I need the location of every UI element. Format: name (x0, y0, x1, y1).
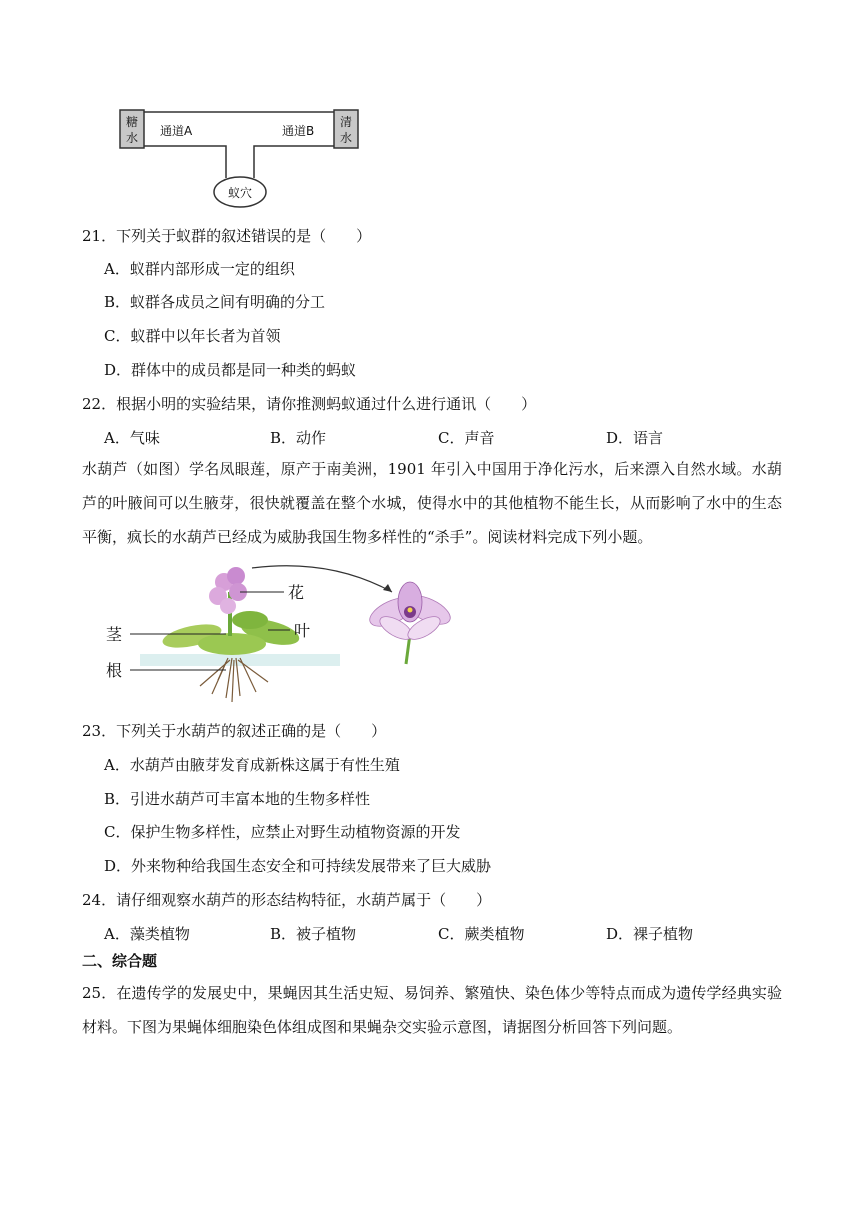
clear-water-label-1: 清 (339, 115, 353, 129)
question-24-option-c: C．蕨类植物 (438, 925, 525, 943)
question-24-option-d: D．裸子植物 (606, 925, 694, 943)
question-22-option-d: D．语言 (606, 429, 664, 447)
clear-water-label-2: 水 (339, 131, 353, 145)
question-23-option-a: A．水葫芦由腋芽发育成新株这属于有性生殖 (104, 756, 400, 774)
section-2-title: 二、综合题 (82, 952, 158, 970)
water-hyacinth-passage: 水葫芦（如图）学名凤眼莲，原产于南美洲，1901 年引入中国用于净化污水，后来漂入自然水域。水葫芦的叶腋间可以生腋芽，很快就覆盖在整个水城，使得水中的其他植物不能生长，从而影响了水中的生态平衡，疯长的水葫芦已经成为威胁我国生物多样性的“杀手”。阅读材料完成下列小题。 (82, 460, 782, 546)
question-21-option-d: D．群体中的成员都是同一种类的蚂蚁 (104, 361, 357, 379)
ant-experiment-diagram (110, 100, 370, 212)
sugar-water-label-1: 糖 (125, 115, 139, 129)
question-23-stem: 23．下列关于水葫芦的叙述正确的是（ ） (82, 722, 387, 740)
question-24-options (104, 924, 744, 944)
label-leaf: 叶 (294, 621, 311, 640)
leaf-back (232, 611, 268, 629)
question-22-stem: 22．根据小明的实验结果，请你推测蚂蚁通过什么进行通讯（ ） (82, 395, 537, 413)
question-22-option-b: B．动作 (270, 429, 327, 447)
flower-cluster-5 (220, 598, 236, 614)
question-23-option-b: B．引进水葫芦可丰富本地的生物多样性 (104, 790, 371, 808)
question-25-text: 25．在遗传学的发展史中，果蝇因其生活史短、易饲养、繁殖快、染色体少等特点而成为遗传学经典实验材料。下图为果蝇体细胞染色体组成图和果蝇杂交实验示意图，请据图分析回答下列问题。 (82, 984, 782, 1036)
question-22-options (104, 428, 744, 448)
question-24-stem: 24．请仔细观察水葫芦的形态结构特征，水葫芦属于（ ） (82, 891, 492, 909)
channel-outline (144, 112, 334, 178)
sugar-water-label-2: 水 (125, 131, 139, 145)
water-surface (140, 654, 340, 666)
flower-cluster-2 (227, 567, 245, 585)
question-23-option-c: C．保护生物多样性，应禁止对野生动植物资源的开发 (104, 823, 461, 841)
question-21-stem: 21．下列关于蚁群的叙述错误的是（ ） (82, 227, 372, 245)
water-hyacinth-figure (100, 562, 480, 704)
label-stem: 茎 (106, 625, 123, 644)
question-22-option-a: A．气味 (104, 429, 160, 447)
question-21-option-c: C．蚁群中以年长者为首领 (104, 327, 281, 345)
enlarged-flower (366, 582, 455, 664)
channel-b-label: 通道B (282, 124, 315, 138)
ant-nest-label: 蚁穴 (227, 186, 253, 200)
label-root: 根 (106, 661, 123, 680)
channel-a-label: 通道A (160, 124, 193, 138)
question-22-option-c: C．声音 (438, 429, 495, 447)
question-23-option-d: D．外来物种给我国生态安全和可持续发展带来了巨大威胁 (104, 857, 492, 875)
question-24-option-a: A．藻类植物 (104, 925, 190, 943)
enlarge-arrow (252, 566, 392, 592)
question-24-option-b: B．被子植物 (270, 925, 357, 943)
question-21-option-a: A．蚁群内部形成一定的组织 (104, 260, 295, 278)
question-21-option-b: B．蚁群各成员之间有明确的分工 (104, 293, 326, 311)
leaf-center (198, 633, 266, 655)
label-flower: 花 (288, 583, 305, 602)
